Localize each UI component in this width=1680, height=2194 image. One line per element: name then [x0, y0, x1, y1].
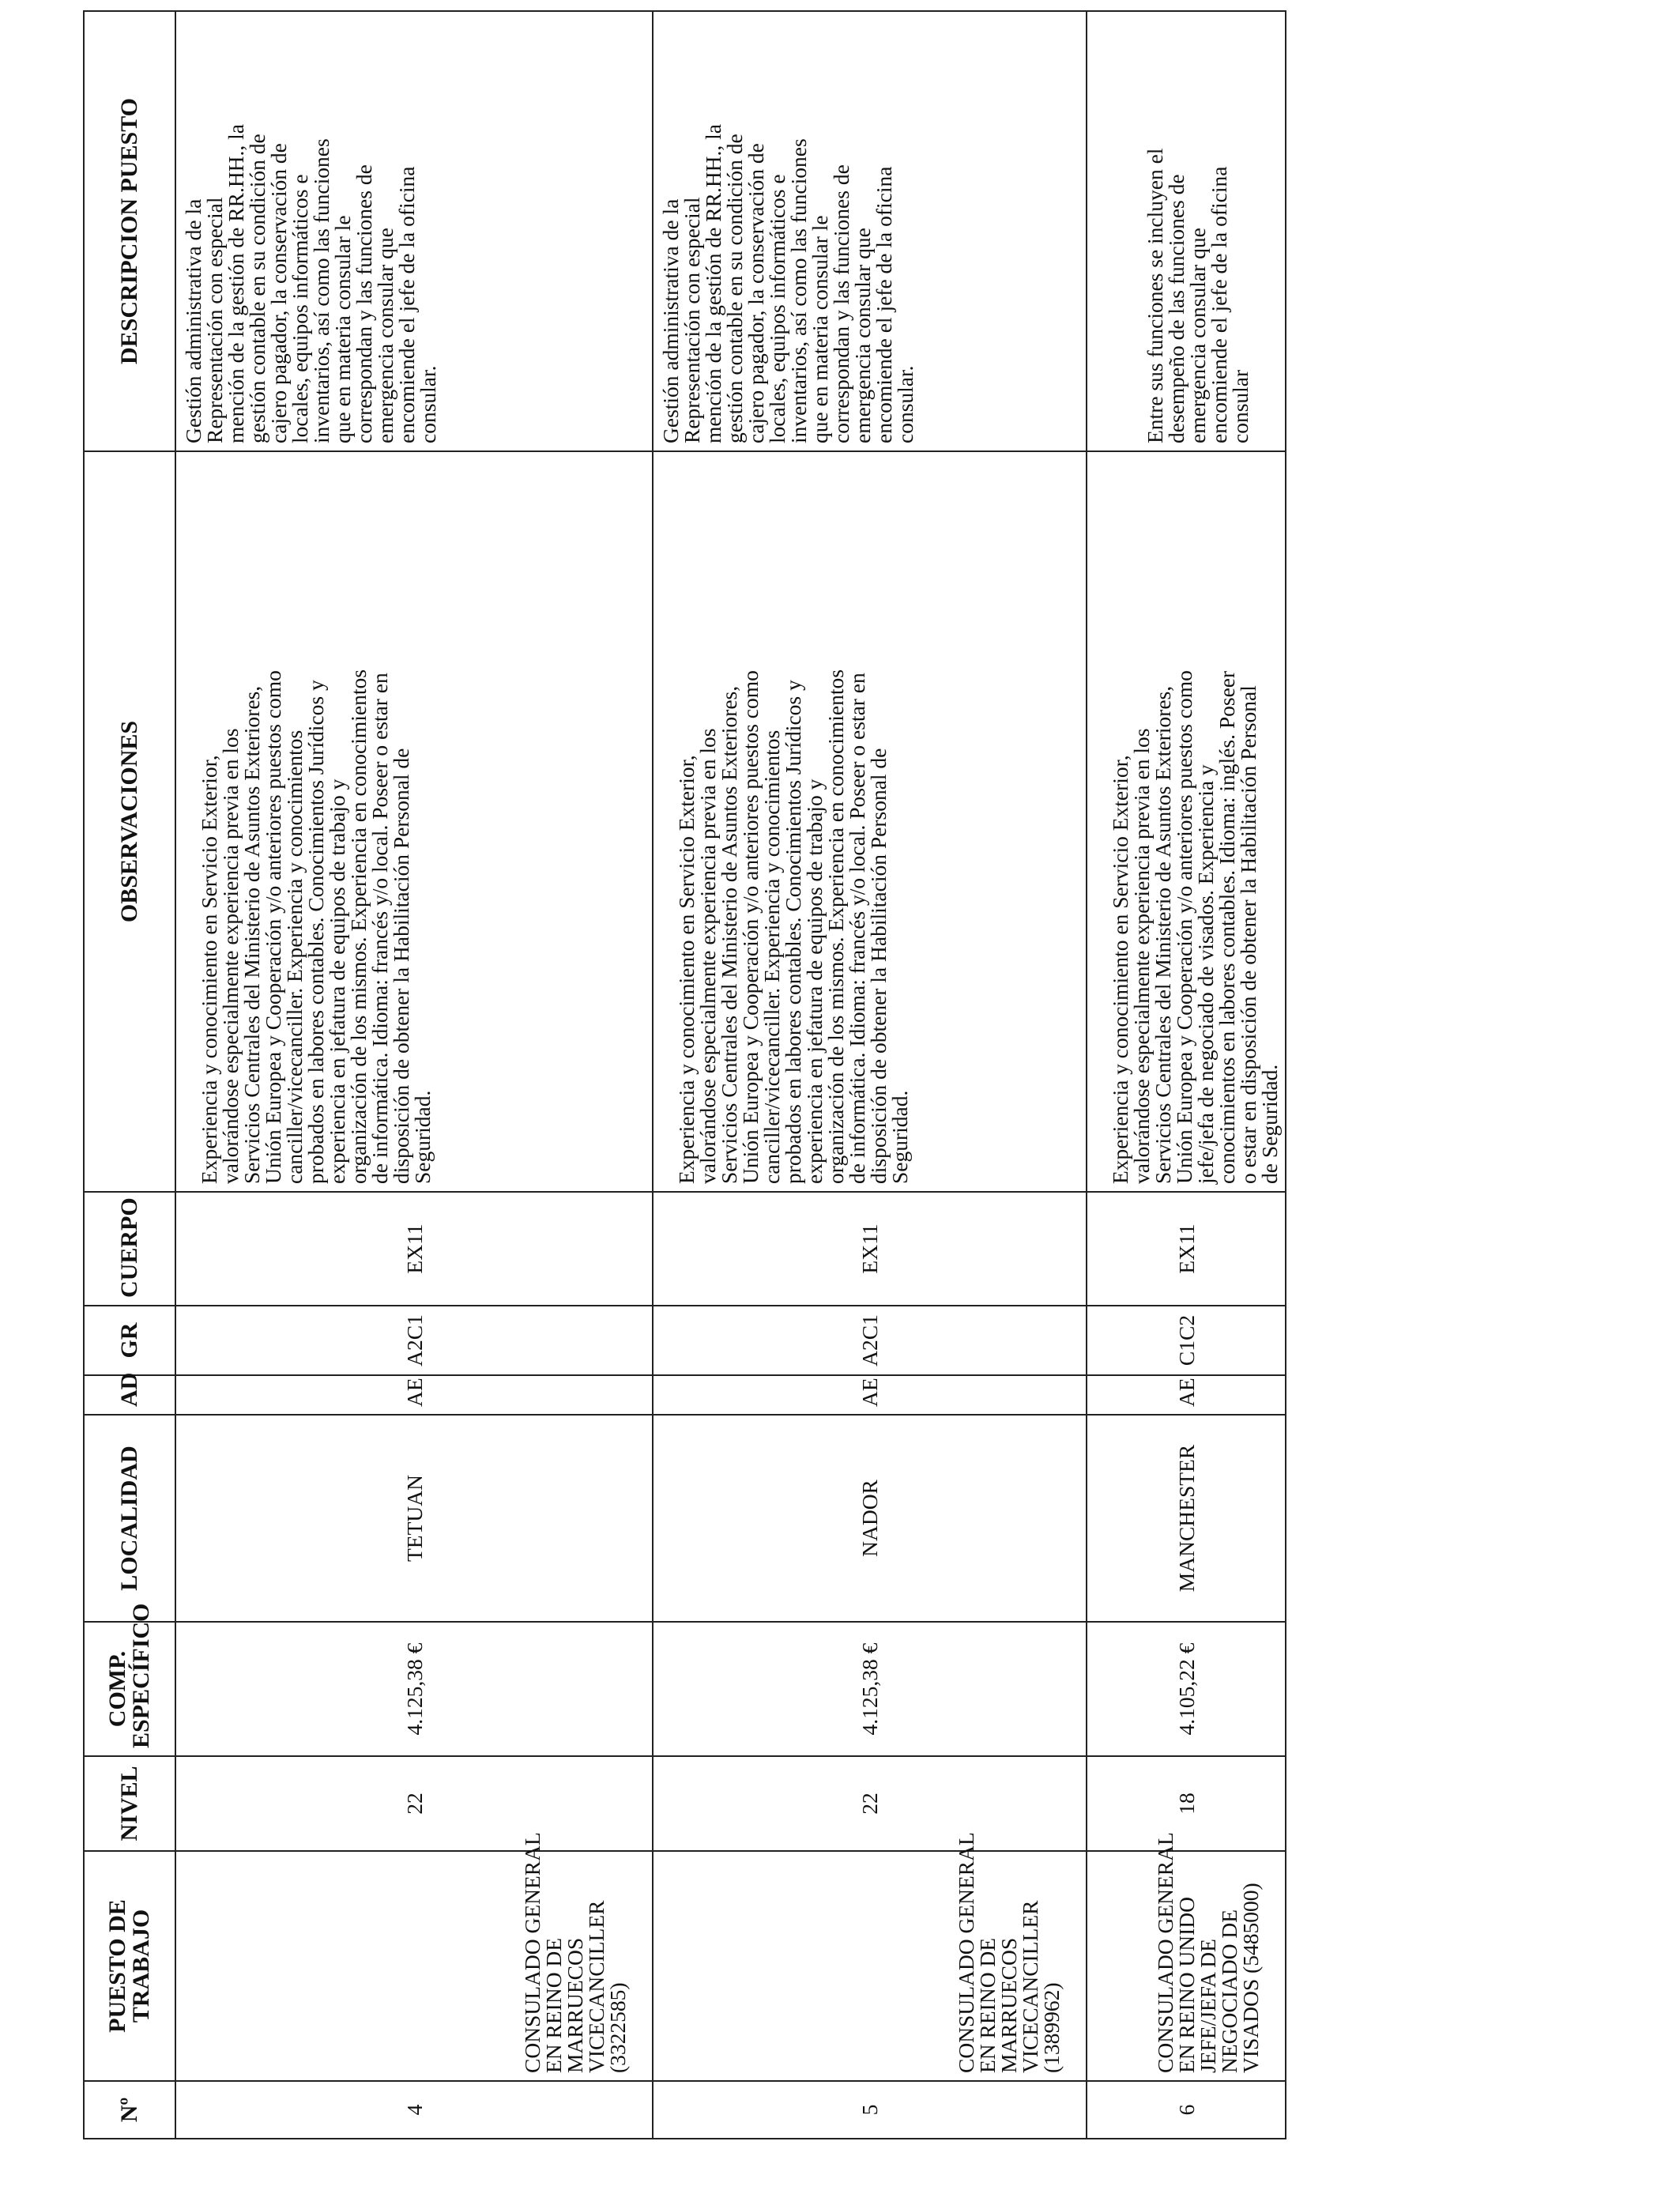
- observaciones-line: experiencia en jefatura de equipos de trabajo y: [802, 778, 827, 1184]
- ad-value: AE: [857, 1378, 882, 1407]
- observaciones-line: Servicios Centrales del Ministerio de Asuntos Exteriores,: [717, 685, 741, 1184]
- descripcion-line: encomiende el jefe de la oficina: [394, 166, 419, 443]
- row-num-cell: [175, 2081, 653, 2139]
- descripcion-line: emergencia consular que: [373, 228, 397, 443]
- localidad-value: TETUAN: [401, 1475, 427, 1562]
- ad-cell: [1087, 1375, 1286, 1415]
- descripcion-line: desempeño de las funciones de: [1164, 174, 1188, 443]
- descripcion-line: Gestión administrativa de la: [181, 198, 205, 443]
- descripcion-line: emergencia consular que: [850, 228, 875, 443]
- puesto-cell: [175, 1832, 653, 2081]
- observaciones-line: Seguridad.: [410, 1090, 435, 1184]
- row-num: 6: [1173, 2104, 1199, 2116]
- row-num-cell: [1087, 2081, 1286, 2139]
- observaciones-line: valorándose especialmente experiencia previa en los: [1129, 728, 1154, 1184]
- puesto-line: VISADOS (5485000): [1238, 1883, 1263, 2073]
- localidad-cell: [175, 1415, 653, 1622]
- observaciones-line: Servicios Centrales del Ministerio de Asuntos Exteriores,: [1151, 685, 1175, 1184]
- descripcion-line: encomiende el jefe de la oficina: [1207, 166, 1231, 443]
- observaciones-line: conocimientos en labores contables. Idioma: inglés. Poseer: [1215, 670, 1239, 1184]
- descripcion-line: Gestión administrativa de la: [658, 198, 683, 443]
- header-localidad: LOCALIDAD: [84, 1415, 175, 1622]
- puesto-line: CONSULADO GENERAL: [520, 1832, 544, 2073]
- observaciones-line: Experiencia y conocimiento en Servicio Exterior,: [197, 755, 221, 1184]
- nivel-cell: [653, 1756, 1087, 1851]
- descripcion-line: que en materia consular le: [808, 215, 832, 443]
- descripcion-line: locales, equipos informáticos e: [765, 174, 789, 443]
- descripcion-line: gestión contable en su condición de: [722, 134, 747, 443]
- puesto-line: VICECANCILLER: [1018, 1900, 1042, 2073]
- header-observaciones: OBSERVACIONES: [84, 451, 175, 1192]
- nivel-value: 22: [401, 1793, 427, 1815]
- descripcion-line: cajero pagador, la conservación de: [266, 143, 291, 443]
- observaciones-line: Unión Europea y Cooperación y/o anteriores puestos como: [261, 670, 285, 1184]
- observaciones-line: jefe/jefa de negociado de visados. Experiencia y: [1193, 764, 1218, 1184]
- puesto-line: EN REINO DE: [975, 1937, 1000, 2073]
- descripcion-line: mención de la gestión de RR.HH., la: [224, 123, 248, 443]
- cuerpo-value: EX11: [857, 1223, 882, 1274]
- gr-value: C1C2: [1173, 1314, 1199, 1367]
- descripcion-line: que en materia consular le: [330, 215, 355, 443]
- observaciones-line: Unión Europea y Cooperación y/o anteriores puestos como: [738, 670, 763, 1184]
- observaciones-line: Experiencia y conocimiento en Servicio Exterior,: [674, 755, 699, 1184]
- observaciones-line: valorándose especialmente experiencia previa en los: [695, 728, 720, 1184]
- localidad-cell: [1087, 1415, 1286, 1622]
- puesto-line: CONSULADO GENERAL: [1153, 1832, 1177, 2073]
- cuerpo-cell: [1087, 1192, 1286, 1306]
- cuerpo-cell: [175, 1192, 653, 1306]
- nivel-value: 22: [857, 1793, 882, 1815]
- puesto-line: (1389962): [1039, 1982, 1064, 2073]
- descripcion-line: inventarios, así como las funciones: [309, 138, 333, 443]
- descripcion-line: Entre sus funciones se incluyen el: [1143, 148, 1167, 443]
- descripcion-line: encomiende el jefe de la oficina: [872, 166, 896, 443]
- row-num: 4: [401, 2104, 427, 2116]
- row-num-cell: [653, 2081, 1087, 2139]
- gr-value: A2C1: [857, 1314, 882, 1367]
- observaciones-line: Unión Europea y Cooperación y/o anteriores puestos como: [1172, 670, 1196, 1184]
- header-nivel: NIVEL: [84, 1756, 175, 1851]
- descripcion-line: consular.: [416, 365, 440, 443]
- descripcion-line: mención de la gestión de RR.HH., la: [701, 123, 725, 443]
- descripcion-line: correspondan y las funciones de: [829, 164, 853, 443]
- descripcion-line: Representación con especial: [680, 197, 704, 443]
- observaciones-line: disposición de obtener la Habilitación Personal de: [389, 748, 413, 1184]
- table-row: [175, 11, 653, 2139]
- puesto-cell: [1087, 1832, 1286, 2081]
- observaciones-line: disposición de obtener la Habilitación Personal de: [866, 748, 891, 1184]
- observaciones-line: experiencia en jefatura de equipos de trabajo y: [325, 778, 349, 1184]
- header-ad: AD: [84, 1375, 175, 1415]
- puesto-line: JEFE/JEFA DE: [1196, 1939, 1220, 2073]
- puesto-line: (3322585): [605, 1982, 630, 2073]
- observaciones-line: valorándose especialmente experiencia previa en los: [218, 728, 243, 1184]
- descripcion-line: locales, equipos informáticos e: [288, 174, 312, 443]
- header-comp-line2: ESPECÍFICO: [128, 1603, 154, 1748]
- observaciones-line: organización de los mismos. Experiencia en conocimientos: [346, 669, 371, 1184]
- puesto-line: MARRUECOS: [996, 1937, 1021, 2073]
- header-row: [84, 11, 175, 2139]
- comp-value: 4.125,38 €: [857, 1642, 882, 1736]
- gr-cell: [175, 1306, 653, 1375]
- ad-value: AE: [401, 1378, 427, 1407]
- observaciones-line: probados en labores contables. Conocimientos Jurídicos y: [781, 680, 805, 1184]
- gr-value: A2C1: [401, 1314, 427, 1367]
- observaciones-line: canciller/vicecanciller. Experiencia y conocimientos: [759, 729, 784, 1184]
- descripcion-cell: [1087, 11, 1286, 451]
- observaciones-cell: [653, 451, 1087, 1192]
- puesto-cell: [653, 1832, 1087, 2081]
- observaciones-line: canciller/vicecanciller. Experiencia y conocimientos: [282, 729, 307, 1184]
- comp-cell: [1087, 1622, 1286, 1756]
- nivel-cell: [175, 1756, 653, 1851]
- puesto-line: EN REINO UNIDO: [1174, 1896, 1199, 2073]
- puesto-line: EN REINO DE: [541, 1937, 566, 2073]
- header-cuerpo: CUERPO: [84, 1192, 175, 1306]
- observaciones-cell: [175, 451, 653, 1192]
- observaciones-line: Experiencia y conocimiento en Servicio Exterior,: [1108, 755, 1132, 1184]
- cuerpo-value: EX11: [401, 1223, 427, 1274]
- nivel-cell: [1087, 1756, 1286, 1851]
- descripcion-line: gestión contable en su condición de: [245, 134, 269, 443]
- puesto-line: CONSULADO GENERAL: [954, 1832, 978, 2073]
- rotated-page: [83, 12, 1282, 2139]
- header-comp-line1: COMP.: [104, 1650, 130, 1728]
- descripcion-cell: [653, 11, 1087, 451]
- observaciones-line: Seguridad.: [887, 1090, 912, 1184]
- descripcion-cell: [175, 11, 653, 451]
- ad-value: AE: [1173, 1378, 1199, 1407]
- gr-cell: [653, 1306, 1087, 1375]
- gr-cell: [1087, 1306, 1286, 1375]
- ad-cell: [653, 1375, 1087, 1415]
- table-row: [1087, 11, 1286, 2139]
- header-descripcion: DESCRIPCION PUESTO: [84, 11, 175, 451]
- descripcion-line: consular.: [893, 365, 917, 443]
- observaciones-line: de Seguridad.: [1257, 1064, 1282, 1184]
- comp-cell: [653, 1622, 1087, 1756]
- comp-value: 4.105,22 €: [1173, 1642, 1199, 1736]
- descripcion-line: Representación con especial: [202, 197, 227, 443]
- descripcion-line: cajero pagador, la conservación de: [744, 143, 768, 443]
- puesto-line: MARRUECOS: [563, 1937, 587, 2073]
- observaciones-cell: [1087, 451, 1286, 1192]
- observaciones-line: de informática. Idioma: francés y/o local. Poseer o estar en: [845, 673, 869, 1184]
- observaciones-line: Servicios Centrales del Ministerio de Asuntos Exteriores,: [239, 685, 264, 1184]
- comp-cell: [175, 1622, 653, 1756]
- localidad-value: NADOR: [857, 1480, 882, 1557]
- row-num: 5: [857, 2104, 882, 2116]
- observaciones-line: organización de los mismos. Experiencia en conocimientos: [823, 669, 848, 1184]
- comp-value: 4.125,38 €: [401, 1642, 427, 1736]
- cuerpo-cell: [653, 1192, 1087, 1306]
- cuerpo-value: EX11: [1173, 1223, 1199, 1274]
- descripcion-line: emergencia consular que: [1185, 228, 1210, 443]
- header-gr: GR: [84, 1306, 175, 1375]
- puesto-line: NEGOCIADO DE: [1217, 1909, 1241, 2073]
- descripcion-line: inventarios, así como las funciones: [786, 138, 811, 443]
- ad-cell: [175, 1375, 653, 1415]
- nivel-value: 18: [1173, 1793, 1199, 1815]
- puestos-table: [83, 10, 1286, 2139]
- observaciones-line: o estar en disposición de obtener la Habilitación Personal: [1236, 685, 1260, 1184]
- table-row: [653, 11, 1087, 2139]
- header-comp: [84, 1603, 175, 1756]
- descripcion-line: correspondan y las funciones de: [352, 164, 376, 443]
- localidad-value: MANCHESTER: [1173, 1444, 1199, 1593]
- puesto-line: VICECANCILLER: [584, 1900, 608, 2073]
- localidad-cell: [653, 1415, 1087, 1622]
- header-num: Nº: [84, 2081, 175, 2139]
- descripcion-line: consular: [1228, 369, 1252, 443]
- observaciones-line: probados en labores contables. Conocimientos Jurídicos y: [303, 680, 328, 1184]
- observaciones-line: de informática. Idioma: francés y/o local. Poseer o estar en: [367, 673, 392, 1184]
- header-puesto: PUESTO DE TRABAJO: [84, 1851, 175, 2081]
